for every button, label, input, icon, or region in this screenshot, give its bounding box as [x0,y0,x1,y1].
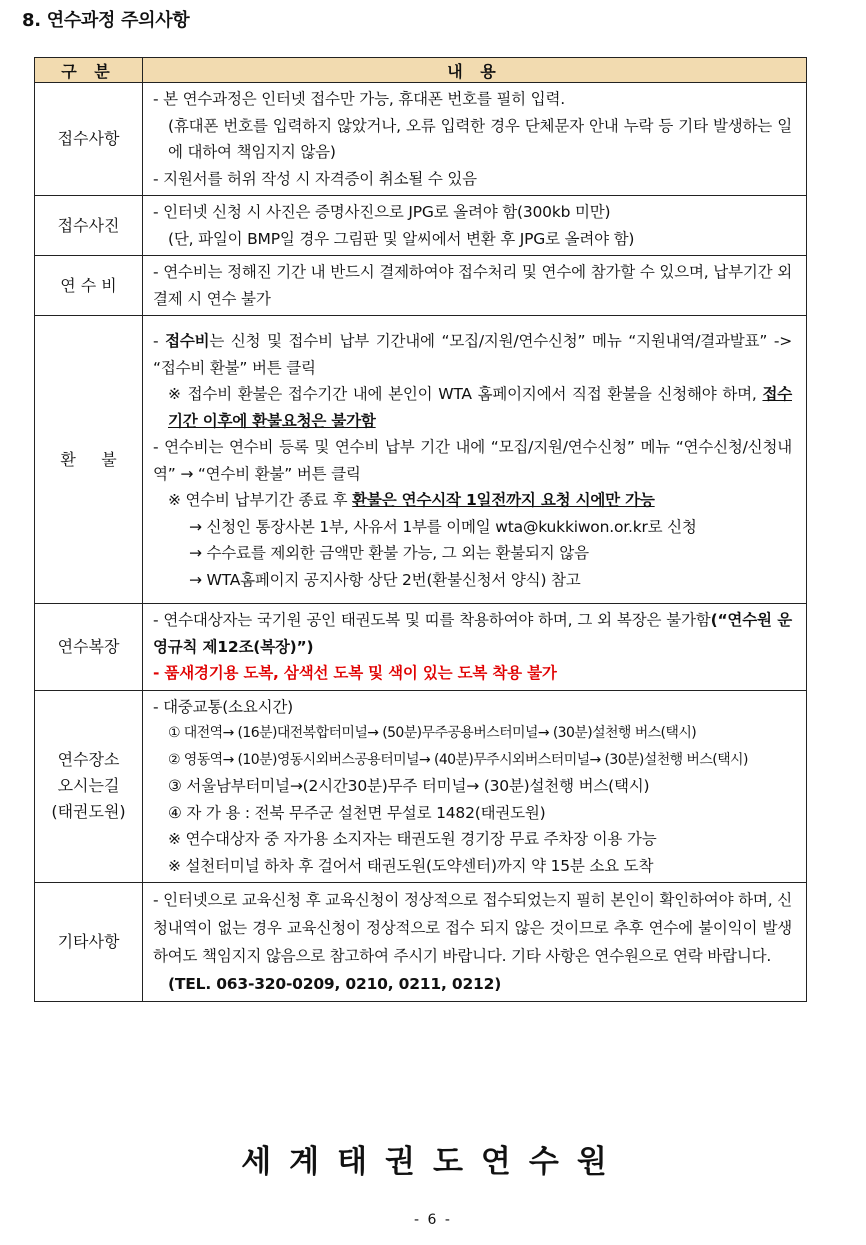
table-row [35,83,807,196]
contact-phone: (TEL. 063-320-0209, 0210, 0211, 0212) [168,975,502,993]
underlined-warning: 환불은 연수시작 1일전까지 요청 시에만 가능 [352,491,655,509]
table-row [35,883,807,1002]
content-line: ※ 연수대상자 중 자가용 소지자는 태권도원 경기장 무료 주차장 이용 가능 [168,830,657,848]
content-line: (휴대폰 번호를 입력하지 않았거나, 오류 입력한 경우 단체문자 안내 누락 등 기타 발생하는 일에 대하여 책임지지 않음) [168,116,792,161]
underlined-warning: 접수기간 이후에 환불요청은 불가함 [168,385,792,430]
route-line: ① 대전역→ (16분)대전복합터미널→ (50분)무주공용버스터미널→ (30분)설천행 버스(택시) [168,725,697,741]
table-row [35,690,807,883]
row-content [143,196,807,256]
row-category [35,196,143,256]
category-label: 환 불 [60,449,117,469]
row-category [35,883,143,1002]
content-line: - 인터넷 신청 시 사진은 증명사진으로 JPG로 올려야 함(300kb 미만) [153,203,611,221]
route-line: ④ 자 가 용 : 전북 무주군 설천면 무설로 1482(태권도원) [168,803,546,822]
row-content [143,256,807,316]
row-category [35,690,143,883]
category-label: 기타사항 [57,932,120,951]
content-text: ※ 접수비 환불은 접수기간 내에 본인이 WTA 홈페이지에서 직접 환불을 신청해야 하며, [168,385,763,403]
row-category [35,604,143,691]
content-line: - 대중교통(소요시간) [153,697,293,716]
category-label: 연수복장 [57,636,120,656]
content-line [153,607,792,660]
table-row [35,604,807,691]
arrow-line: → 수수료를 제외한 금액만 환불 가능, 그 외는 환불되지 않음 [189,544,589,562]
content-text: ※ 연수비 납부기간 종료 후 [168,491,353,509]
content-line [153,487,792,514]
table-header-row [35,58,807,83]
row-category [35,316,143,604]
bold-reference: (“연수원 운영규칙 제12조(복장)”) [153,611,792,656]
content-text: - 연수대상자는 국기원 공인 태권도복 및 띠를 착용하여야 하며, 그 외 복장은 불가함 [153,611,711,629]
arrow-line: → 신청인 통장사본 1부, 사유서 1부를 이메일 wta@kukkiwon.or.kr로 신청 [189,517,697,536]
bold-term: 접수비 [165,332,210,350]
row-content [143,604,807,691]
content-line: - 연수비는 정해진 기간 내 반드시 결제하여야 접수처리 및 연수에 참가할 수 있으며, 납부기간 외 결제 시 연수 불가 [153,263,792,308]
notice-table [34,57,807,1002]
content-line: (단, 파일이 BMP일 경우 그림판 및 알씨에서 변환 후 JPG로 올려야 함) [168,229,635,248]
content-line: - 지원서를 허위 작성 시 자격증이 취소될 수 있음 [153,169,477,188]
table-row [35,196,807,256]
row-content [143,83,807,196]
content-line: - 접수비는 신청 및 접수비 납부 기간내에 “모집/지원/연수신청” 메뉴 “지원내역/결과발표” -> “접수비 환불” 버튼 클릭 [153,332,793,377]
row-content [143,690,807,883]
category-label: 오시는길 [57,776,120,796]
header-category: 구 분 [35,58,143,83]
section-title: 8. 연수과정 주의사항 [22,10,190,31]
content-line: - 연수비는 연수비 등록 및 연수비 납부 기간 내에 “모집/지원/연수신청” 메뉴 “연수신청/신청내역” → “연수비 환불” 버튼 클릭 [153,438,792,483]
row-content [143,316,807,604]
content-line: - 인터넷으로 교육신청 후 교육신청이 정상적으로 접수되었는지 필히 본인이 확인하여야 하며, 신청내역이 없는 경우 교육신청이 정상적으로 접수 되지 않은 것이므로 추후 연수에 불이익이 발생하여도 책임지지 않음으로 참고하여 주시기 바랍니다. 기타 사항은 연수원으로 연락 바랍니다. [153,891,792,965]
content-line: - 본 연수과정은 인터넷 접수만 가능, 휴대폰 번호를 필히 입력. [153,90,565,108]
route-line: ③ 서울남부터미널→(2시간30분)무주 터미널→ (30분)설천행 버스(택시) [168,777,650,795]
page-number: - 6 - [414,1212,452,1228]
table-row [35,256,807,316]
category-label: 연수장소 [57,750,120,770]
category-label: 접수사항 [57,129,120,148]
row-content [143,883,807,1002]
row-category [35,256,143,316]
row-category [35,83,143,196]
category-label: 연 수 비 [60,275,117,295]
category-label: 접수사진 [57,215,120,235]
content-text: 는 신청 및 접수비 납부 기간내에 “모집/지원/연수신청” 메뉴 “지원내역/결과발표” -> “접수비 환불” 버튼 클릭 [153,332,793,377]
organization-name: 세계태권도연수원 [241,1144,625,1180]
content-line: ※ 설천터미널 하차 후 걸어서 태권도원(도약센터)까지 약 15분 소요 도착 [168,856,654,875]
arrow-line: → WTA홈페이지 공지사항 상단 2번(환불신청서 양식) 참고 [189,570,581,589]
category-label: (태권도원) [51,802,126,822]
content-line [153,381,792,434]
header-content: 내 용 [143,58,807,83]
table-row [35,316,807,604]
red-warning-line: - 품새경기용 도복, 삼색선 도복 및 색이 있는 도복 착용 불가 [153,664,557,682]
route-line: ② 영동역→ (10분)영동시외버스공용터미널→ (40분)무주시외버스터미널→ (30분)설천행 버스(택시) [168,751,748,768]
